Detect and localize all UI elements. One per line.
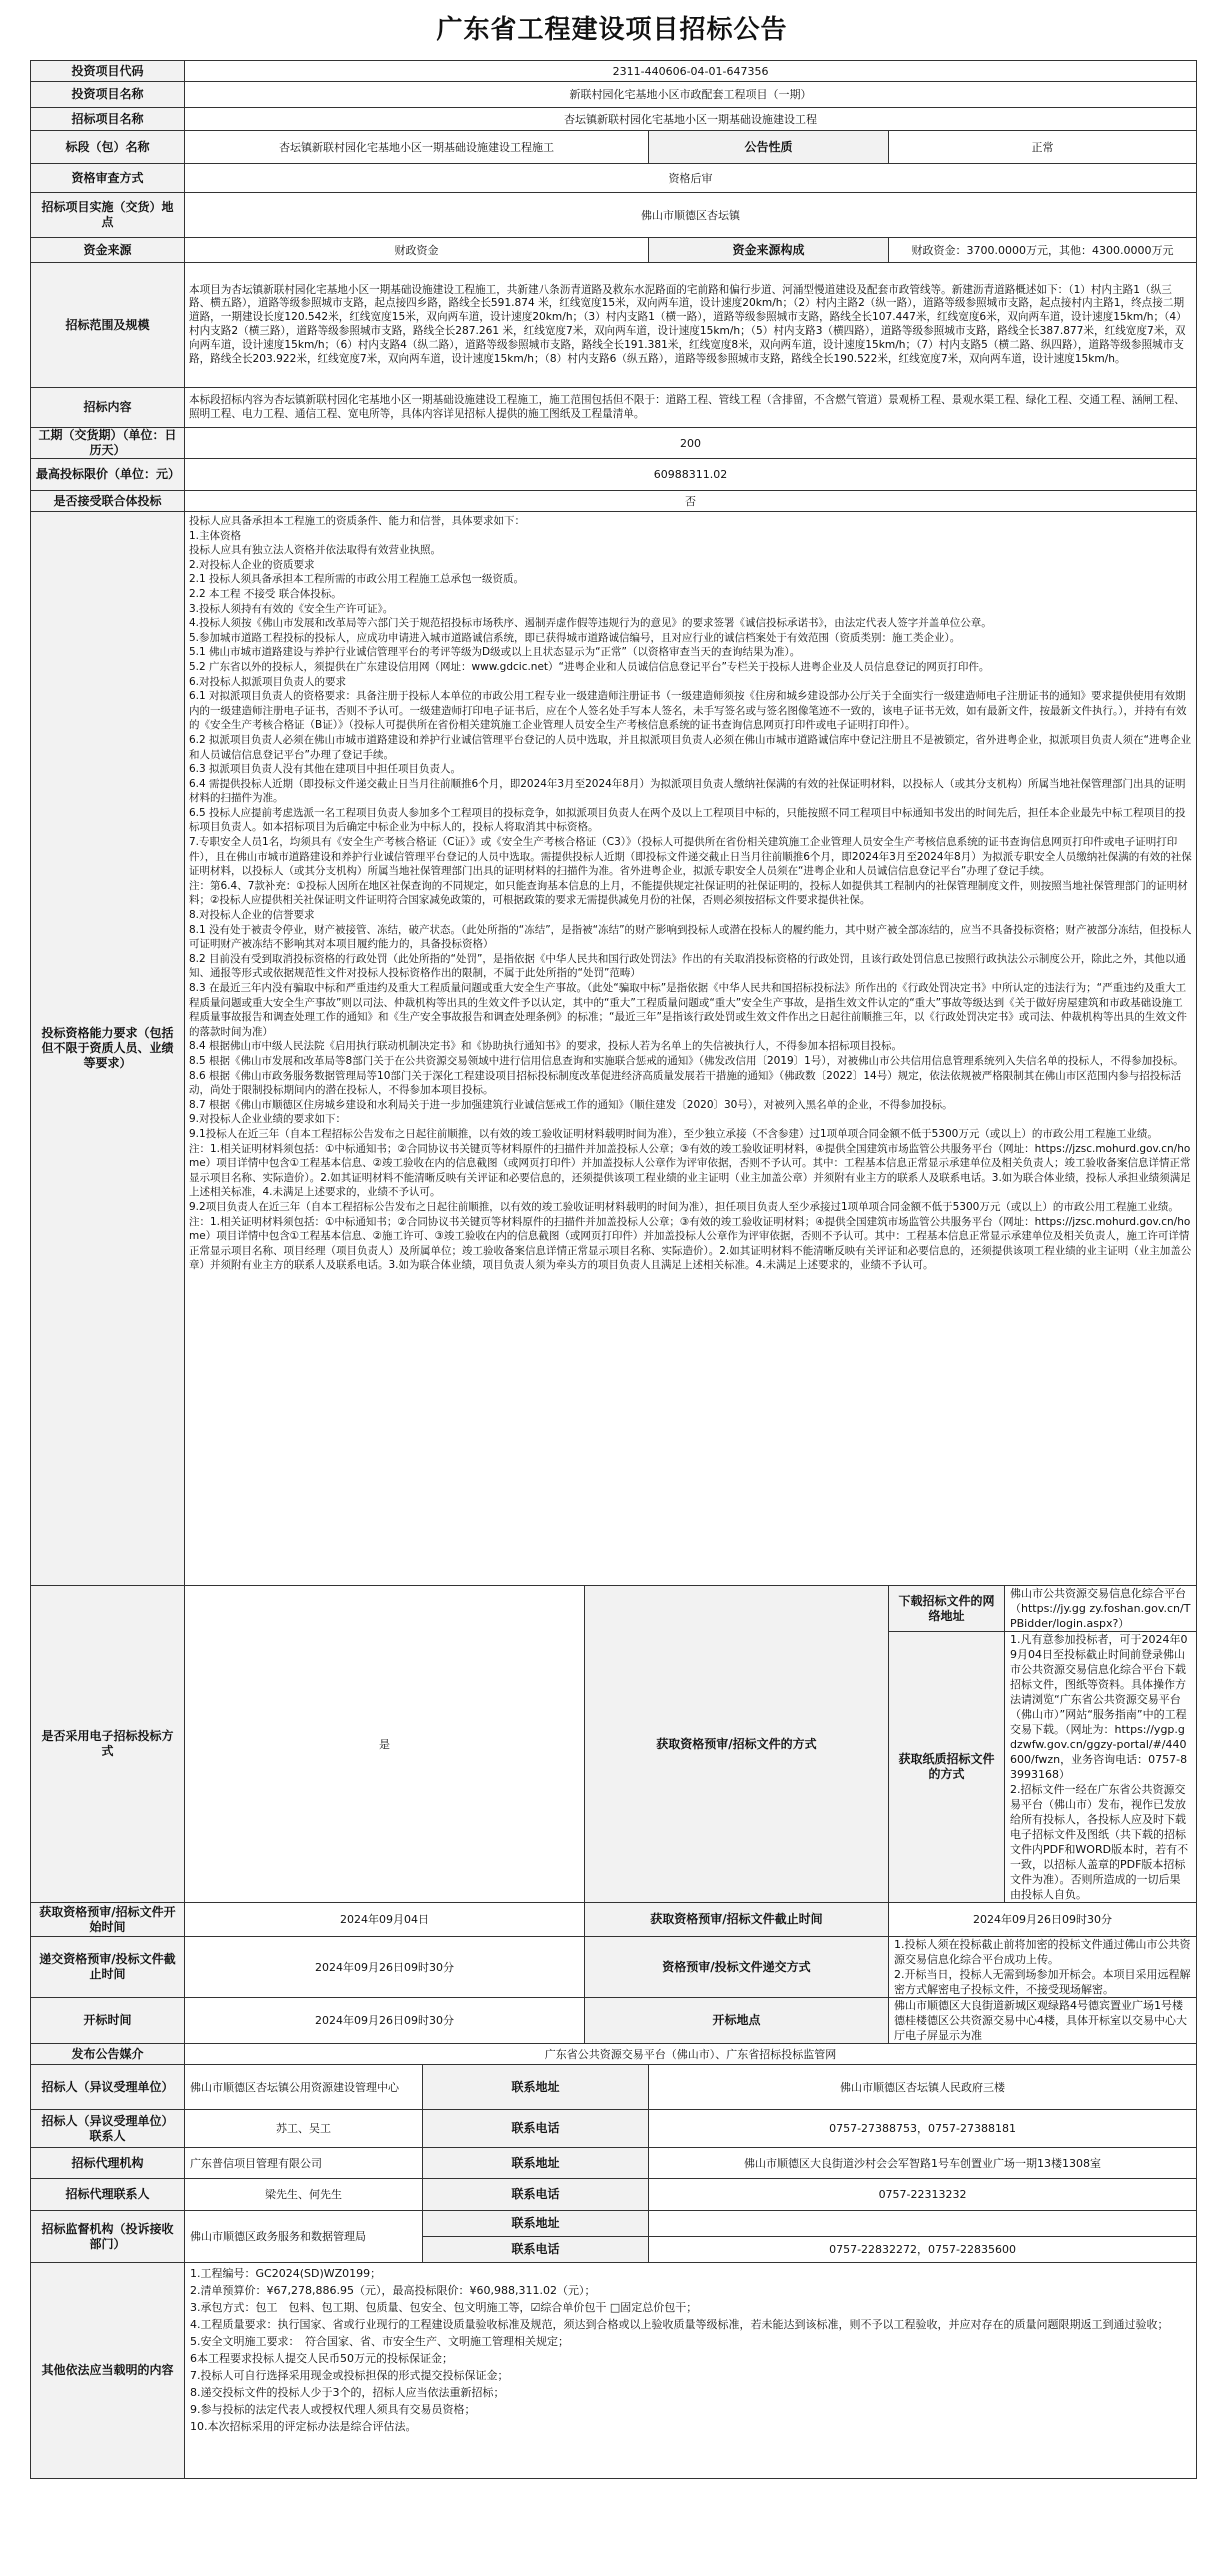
label-doc-download: 下载招标文件的网络地址 (889, 1586, 1005, 1632)
qualification-line: 8.7 根据《佛山市顺德区住房城乡建设和水利局关于进一步加强建筑行业诚信惩戒工作的通知》（顺住建发〔2020〕30号），对被列入黑名单的企业，不得参加投标。 (189, 1098, 953, 1111)
label-doc-other: 获取纸质招标文件的方式 (889, 1632, 1005, 1903)
row-electronic-download (31, 1586, 1197, 1632)
label-tenderer-address: 联系地址 (423, 2065, 649, 2110)
value-section: 杏坛镇新联村园化宅基地小区一期基础设施建设工程施工 (185, 131, 649, 164)
qualification-line: 投标人应具有独立法人资格并依法取得有效营业执照。 (189, 544, 441, 557)
qualification-line: 投标人应具备承担本工程施工的资质条件、能力和信誉，具体要求如下： (189, 515, 525, 527)
value-notice-nature: 正常 (889, 131, 1197, 164)
value-consortium: 否 (185, 491, 1197, 512)
qualification-line: 2.2 本工程 不接受 联合体投标。 (189, 587, 342, 600)
value-bid-project-name: 杏坛镇新联村园化宅基地小区一期基础设施建设工程 (185, 108, 1197, 131)
value-tenderer-contact: 苏工、吴工 (185, 2110, 423, 2148)
row-publish-media (31, 2044, 1197, 2065)
label-doc-start: 获取资格预审/招标文件开始时间 (31, 1903, 185, 1937)
qualification-line: 9.对投标人企业业绩的要求如下： (189, 1113, 347, 1126)
other-line: 10.本次招标采用的评定标办法是综合评估法。 (190, 2420, 417, 2433)
label-supervisor-address: 联系地址 (423, 2211, 649, 2237)
label-submit-method: 资格预审/投标文件递交方式 (585, 1937, 889, 1998)
qualification-line: 9.1投标人在近三年（自本工程招标公告发布之日起往前顺推，以有效的竣工验收证明材料载明时间为准），至少独立承接（不含参建）过1项单项合同金额不低于5300万元（或以上）的市政公用工程施工业绩。 (189, 1127, 1158, 1140)
row-tenderer (31, 2065, 1197, 2110)
label-duration: 工期（交货期）（单位：日历天） (31, 428, 185, 459)
other-list (190, 2265, 1191, 2435)
value-supervisor: 佛山市顺德区政务服务和数据管理局 (185, 2211, 423, 2263)
qualification-line: 6.5 投标人应提前考虑选派一名工程项目负责人参加多个工程项目的投标竞争，如拟派项目负责人在两个及以上工程项目中标的，只能按照不同工程项目中标通知书发出的时间先后，担任本企业最先中标工程项目的投标项目负责人。如本招标项目为后确定中标企业为中标人的，投标人将取消其中标资格。 (189, 806, 1186, 834)
row-open (31, 1998, 1197, 2044)
label-other: 其他依法应当载明的内容 (31, 2263, 185, 2479)
label-location: 招标项目实施（交货）地点 (31, 193, 185, 238)
qualification-line: 8.2 目前没有受到取消投标资格的行政处罚（此处所指的“处罚”，是指依据《中华人民共和国行政处罚法》作出的有关取消投标资格的行政处罚，且该行政处罚信息已按照行政执法公示制度公开，除此之外，其他以通知、通报等形式或依据规范性文件对投标人投标资格作出的限制，不属于此处所指的“处罚”范畴） (189, 952, 1186, 980)
other-line: 4.工程质量要求：执行国家、省或行业现行的工程建设质量验收标准及规范，须达到合格或以上验收质量等级标准，若未能达到该标准，则不予以工程验收，并应对存在的质量问题限期返工到通过验收； (190, 2318, 1169, 2331)
qualification-line: 1.主体资格 (189, 529, 242, 542)
label-qualification: 投标资格能力要求（包括但不限于资质人员、业绩等要求） (31, 512, 185, 1586)
value-agency-contact: 梁先生、何先生 (185, 2179, 423, 2211)
label-content: 招标内容 (31, 388, 185, 428)
value-location: 佛山市顺德区杏坛镇 (185, 193, 1197, 238)
value-fund-source: 财政资金 (185, 238, 649, 263)
qualification-line: 8.对投标人企业的信誉要求 (189, 909, 315, 922)
value-submit-deadline: 2024年09月26日09时30分 (185, 1937, 585, 1998)
label-project-name: 投资项目名称 (31, 82, 185, 108)
qualification-line: 注：1.相关证明材料须包括：①中标通知书；②合同协议书关键页等材料原件的扫描件并加盖投标人公章；③有效的竣工验收证明材料，④提供全国建筑市场监管公共服务平台（网址：https://jzsc.mohurd.gov.cn/home）项目详情中包含①工程基本信息、②竣工验收在内的信息截图（或网页打印件）并加盖投标人公章作为评审依据，否则不予认可。其中：工程基本信息正常显示承建单位及相关负责人；竣工验收备案信息详情正常显示项目名称、实际造价）。2.如其证明材料不能清晰反映有关评证和必要信息的，还须提供该项工程业绩的业主证明（业主加盖公章）并须附有业主方的联系人及联系电话。3.如为联合体业绩，投标人承担业绩须满足上述相关标准，4.未满足上述要求的，业绩不予认可。 (189, 1142, 1191, 1199)
label-agency-address: 联系地址 (423, 2148, 649, 2179)
value-project-code: 2311-440606-04-01-647356 (185, 61, 1197, 82)
qualification-line: 注：第6.4、7款补充：①投标人因所在地区社保查询的不同规定，如只能查询基本信息的上月，不能提供规定社保证明的社保证明的，投标人如提供其工程制内的社保管理制度文件，则按照当地社保管理部门的证明材料；②投标人应提供相关社保证明文件证明符合国家减免政策的，可根据政策的要求无需提供减免月份的社保，否则必须按招标文件要求提供社保。 (189, 879, 1188, 907)
label-agency-phone: 联系电话 (423, 2179, 649, 2211)
value-doc-download[interactable]: 佛山市公共资源交易信息化综合平台（https://jy.gg zy.foshan.gov.cn/TPBidder/login.aspx?） (1005, 1586, 1197, 1632)
row-duration (31, 428, 1197, 459)
row-doc-time (31, 1903, 1197, 1937)
label-project-code: 投资项目代码 (31, 61, 185, 82)
qualification-line: 5.1 佛山市城市道路建设与养护行业诚信管理平台的考评等级为D级或以上且状态显示为“正常”（以资格审查当天的查询结果为准）。 (189, 646, 801, 659)
announcement-table (30, 60, 1197, 2479)
qualification-line: 9.2项目负责人在近三年（自本工程招标公告发布之日起往前顺推，以有效的竣工验收证明材料载明的时间为准），担任项目负责人至少承接过1项单项合同金额不低于5300万元（或以上）的市政公用工程施工业绩。注：1.相关证明材料须包括：①中标通知书；②合同协议书关键页等材料原件的扫描件并加盖投标人公章；③有效的竣工验收证明材料；④提供全国建筑市场监管公共服务平台（网址：https://jzsc.mohurd.gov.cn/home）项目详情中包含①工程基本信息、②施工许可、③竣工验收在内的信息截图（或网页打印件）并加盖投标人公章作为评审依据，否则不予认可。其中：工程基本信息正常显示承建单位及相关负责人，施工许可详情正常显示项目名称、项目经理（项目负责人）及所属单位；竣工验收备案信息详情正常显示项目名称、实际造价）。2.如其证明材料不能清晰反映有关评证和必要信息的，还须提供该项工程业绩的业主证明（业主加盖公章）并须附有业主方的联系人及联系电话。3.如为联合体业绩，项目负责人须为牵头方的项目负责人且满足上述相关标准。4.未满足上述要求的，业绩不予认可。 (189, 1200, 1192, 1272)
qualification-line: 8.6 根据《佛山市政务服务数据管理局等10部门关于深化工程建设项目招标投标制度改革促进经济高质量发展若干措施的通知》（佛政数〔2022〕14号）规定，依法依规被严格限制其在佛山市区范围内参与招投标活动，尚处于限制投标期间内的潜在投标人，不得参加本项目投标。 (189, 1069, 1182, 1097)
label-max-price: 最高投标限价（单位：元） (31, 459, 185, 491)
value-qualification (185, 512, 1197, 1586)
value-publish-media: 广东省公共资源交易平台（佛山市）、广东省招标投标监管网 (185, 2044, 1197, 2065)
qualification-line: 8.4 根据佛山市中级人民法院《启用执行联动机制决定书》和《协助执行通知书》的要求，投标人若为名单上的失信被执行人，不得参加本招标项目投标。 (189, 1040, 903, 1053)
value-project-name: 新联村园化宅基地小区市政配套工程项目（一期） (185, 82, 1197, 108)
qualification-line: 5.2 广东省以外的投标人，须提供在广东建设信用网（网址：www.gdcic.net）“进粤企业和人员诚信信息登记平台”专栏关于投标人进粤企业及人员信息登记的网页打印件。 (189, 660, 990, 673)
value-agency-phone: 0757-22313232 (649, 2179, 1197, 2211)
qualification-line: 6.对投标人拟派项目负责人的要求 (189, 675, 347, 688)
value-open-place: 佛山市顺德区大良街道新城区观绿路4号德宾置业广场1号楼德桂楼德区公共资源交易中心4楼，具体开标室以交易中心大厅电子屏显示为准 (889, 1998, 1197, 2044)
row-submit (31, 1937, 1197, 1998)
value-content: 本标段招标内容为杏坛镇新联村园化宅基地小区一期基础设施建设工程施工，施工范围包括但不限于：道路工程、管线工程（含排留，不含燃气管道）景观桥工程、景观水渠工程、绿化工程、交通工程、涵闸工程、照明工程、电力工程、通信工程、宽电所等，具体内容详见招标人提供的施工图纸及工程量清单。 (185, 388, 1197, 428)
value-submit-method (889, 1937, 1197, 1998)
doc-other-text (1010, 1632, 1191, 1902)
qualification-line: 2.对投标人企业的资质要求 (189, 558, 315, 571)
row-location (31, 193, 1197, 238)
label-fund-source: 资金来源 (31, 238, 185, 263)
row-consortium (31, 491, 1197, 512)
value-tenderer: 佛山市顺德区杏坛镇公用资源建设管理中心 (185, 2065, 423, 2110)
row-agency (31, 2148, 1197, 2179)
other-line: 5.安全文明施工要求： 符合国家、省、市安全生产、文明施工管理相关规定； (190, 2335, 569, 2348)
label-supervisor-phone: 联系电话 (423, 2237, 649, 2263)
row-max-price (31, 459, 1197, 491)
qualification-line: 6.2 拟派项目负责人必须在佛山市城市道路建设和养护行业诚信管理平台登记的人员中选取，并且拟派项目负责人必须在佛山市城市道路诚信库中登记注册且不是被锁定，省外进粤企业，拟派项目负责人须在“进粤企业和人员诚信信息登记平台”办理了登记手续。 (189, 733, 1191, 761)
label-consortium: 是否接受联合体投标 (31, 491, 185, 512)
qualification-list (189, 514, 1192, 1273)
value-max-price: 60988311.02 (185, 459, 1197, 491)
qualification-line: 5.参加城市道路工程投标的投标人，应成功申请进入城市道路诚信系统，即已获得城市道路诚信编号，且对应行业的诚信档案处于有效范围（资质类别：施工类企业）。 (189, 631, 961, 644)
doc-other-line: 2.招标文件一经在广东省公共资源交易平台（佛山市）发布，视作已发放给所有投标人，各投标人应及时下载电子招标文件及图纸（共下载的招标文件内PDF和WORD版本时，若有不一致，以招标人盖章的PDF版本招标文件为准）。否则所造成的一切后果由投标人自负。 (1010, 1783, 1189, 1901)
doc-other-line: 1.凡有意参加投标者，可于2024年09月04日至投标截止时间前登录佛山市公共资源交易信息化综合平台下载招标文件，图纸等资料。具体操作方法请浏览“广东省公共资源交易平台（佛山市）”网站“服务指南”中的工程交易下载。（网址为：https://ygp.gdzwfw.gov.cn/ggzy-portal/#/440600/fwzn，业务咨询电话：0757-83993168） (1010, 1633, 1188, 1781)
label-qualification-method: 资格审查方式 (31, 164, 185, 193)
qualification-line: 8.5 根据《佛山市发展和改革局等8部门关于在公共资源交易领域中进行信用信息查询和实施联合惩戒的通知》（佛发改信用〔2019〕1号），对被佛山市公共信用信息管理系统列入失信名单的投标人，不得参加投标。 (189, 1054, 1184, 1067)
label-section: 标段（包）名称 (31, 131, 185, 164)
value-doc-other (1005, 1632, 1197, 1903)
value-scope: 本项目为杏坛镇新联村园化宅基地小区一期基础设施建设工程施工，共新建八条沥青道路及救东水泥路面的宅前路和偏行步道、河涌型慢道建设及配套市政管线等。新建沥青道路概述如下：（1）村内主路1（纵三路、横五路），道路等级参照城市支路，起点接四乡路，路线全长591.874 米，红线宽度15米，双向两车道，设计速度20km/h；（2）村内主路2（纵一路），道路等级参照城市支路，起点接村内主路1，终点接二期道路，一期建设长度120.542米，红线宽度15米，双向两车道，设计速度20km/h；（3）村内支路1（横一路），道路等级参照城市支路，路线全长107.447米，红线宽度6米，双向两车道，设计速度15km/h；（4）村内支路2（横三路），道路等级参照城市支路，路线全长287.261 米，红线宽度7米，双向两车道，设计速度15km/h；（5）村内支路3（横四路），道路等级参照城市支路，路线全长387.877米，红线宽度7米，双向两车道，设计速度15km/h；（6）村内支路4（纵二路），道路等级参照城市支路，路线全长191.381米，红线宽度8米，双向两车道，设计速度15km/h；（7）村内支路5（横二路、纵四路），道路等级参照城市支路，路线全长203.922米，红线宽度7米，双向两车道，设计速度15km/h；（8）村内支路6（纵五路），道路等级参照城市支路，路线全长190.522米，红线宽度7米，双向两车道，设计速度15km/h。 (185, 263, 1197, 388)
row-project-name (31, 82, 1197, 108)
other-line: 2.清单预算价：¥67,278,886.95（元），最高投标限价：¥60,988,311.02（元）； (190, 2284, 596, 2297)
label-open-time: 开标时间 (31, 1998, 185, 2044)
value-agency-address: 佛山市顺德区大良街道沙村会会军智路1号车创置业广场一期13楼1308室 (649, 2148, 1197, 2179)
label-agency-contact: 招标代理联系人 (31, 2179, 185, 2211)
value-duration: 200 (185, 428, 1197, 459)
row-qualification (31, 512, 1197, 1586)
value-agency: 广东普信项目管理有限公司 (185, 2148, 423, 2179)
label-doc-method: 获取资格预审/招标文件的方式 (585, 1586, 889, 1903)
row-fund-source (31, 238, 1197, 263)
qualification-line: 4.投标人须按《佛山市发展和改革局等六部门关于规范招投标市场秩序、遏制弄虚作假等违规行为的意见》的要求签署《诚信投标承诺书》，由法定代表人签字并盖单位公章。 (189, 617, 992, 630)
label-tenderer: 招标人（异议受理单位） (31, 2065, 185, 2110)
qualification-line: 6.3 拟派项目负责人没有其他在建项目中担任项目负责人。 (189, 763, 462, 776)
value-supervisor-phone: 0757-22832272，0757-22835600 (649, 2237, 1197, 2263)
label-submit-deadline: 递交资格预审/投标文件截止时间 (31, 1937, 185, 1998)
value-tenderer-phone: 0757-27388753，0757-27388181 (649, 2110, 1197, 2148)
row-supervisor-address (31, 2211, 1197, 2237)
label-publish-media: 发布公告媒介 (31, 2044, 185, 2065)
value-doc-end: 2024年09月26日09时30分 (889, 1903, 1197, 1937)
qualification-line: 6.1 对拟派项目负责人的资格要求：具备注册于投标人本单位的市政公用工程专业一级建造师注册证书（一级建造师须按《住房和城乡建设部办公厅关于全面实行一级建造师电子注册证书的通知》要求提供使用有效期内的一级建造师注册电子证书，否则不予认可。一级建造师打印电子证书后，应在个人签名处手写本人签名，未手写签名或与签名图像笔迹不一致的，该电子证书无效，如有最新文件，按最新文件执行。），并持有有效的《安全生产考核合格证（B证）》（投标人可提供所在省份相关建筑施工企业管理人员安全生产考核信息系统的证书查询信息网页打印件或电子证明打印件）。 (189, 690, 1187, 732)
label-bid-project-name: 招标项目名称 (31, 108, 185, 131)
qualification-line: 3.投标人须持有有效的《安全生产许可证》。 (189, 602, 394, 615)
label-tenderer-phone: 联系电话 (423, 2110, 649, 2148)
qualification-line: 7.专职安全人员1名，均须具有《安全生产考核合格证（C证）》或《安全生产考核合格证（C3）》（投标人可提供所在省份相关建筑施工企业管理人员安全生产考核信息系统的证书查询信息网页打印件或电子证明打印件），且在佛山市城市道路建设和养护行业诚信管理平台登记的人员中选取。需提供投标人近期（即投标文件递交截止日当月往前顺推6个月，即2024年3月至2024年8月）为拟派专职安全人员缴纳社保满的有效的社保证明材料，以投标人（或其分支机构）所属当地社保管理部门出具的证明材料的扫描件为准。省外进粤企业，拟派专职安全人员须在“进粤企业和人员诚信信息登记平台”办理了登记手续。 (189, 836, 1192, 878)
label-agency: 招标代理机构 (31, 2148, 185, 2179)
value-supervisor-address (649, 2211, 1197, 2237)
row-tenderer-contact (31, 2110, 1197, 2148)
qualification-line: 2.1 投标人须具备承担本工程所需的市政公用工程施工总承包一级资质。 (189, 573, 525, 586)
submit-method-line: 2.开标当日，投标人无需到场参加开标会。本项目采用远程解密方式解密电子投标文件，不接受现场解密。 (894, 1968, 1191, 1996)
label-supervisor: 招标监督机构（投诉接收部门） (31, 2211, 185, 2263)
page-title: 广东省工程建设项目招标公告 (436, 15, 788, 45)
label-open-place: 开标地点 (585, 1998, 889, 2044)
value-open-time: 2024年09月26日09时30分 (185, 1998, 585, 2044)
row-content (31, 388, 1197, 428)
row-scope (31, 263, 1197, 388)
submit-method-line: 1.投标人须在投标截止前将加密的投标文件通过佛山市公共资源交易信息化综合平台成功上传。 (894, 1938, 1191, 1966)
row-other (31, 2263, 1197, 2479)
value-qualification-method: 资格后审 (185, 164, 1197, 193)
other-line: 3.承包方式：包工 包料、包工期、包质量、包安全、包文明施工等，☑综合单价包干 □固定总价包干； (190, 2301, 698, 2314)
label-electronic: 是否采用电子招标投标方式 (31, 1586, 185, 1903)
row-qualification-method (31, 164, 1197, 193)
row-section (31, 131, 1197, 164)
submit-method-text (894, 1937, 1191, 1997)
label-scope: 招标范围及规模 (31, 263, 185, 388)
label-tenderer-contact: 招标人（异议受理单位）联系人 (31, 2110, 185, 2148)
value-other (185, 2263, 1197, 2479)
other-line: 1.工程编号：GC2024(SD)WZ0199； (190, 2267, 382, 2280)
label-fund-structure: 资金来源构成 (649, 238, 889, 263)
row-project-code (31, 61, 1197, 82)
other-line: 7.投标人可自行选择采用现金或投标担保的形式提交投标保证金； (190, 2369, 509, 2382)
label-doc-end: 获取资格预审/招标文件截止时间 (585, 1903, 889, 1937)
other-line: 9.参与投标的法定代表人或授权代理人须具有交易员资格； (190, 2403, 476, 2416)
other-line: 8.递交投标文件的投标人少于3个的，招标人应当依法重新招标； (190, 2386, 505, 2399)
value-tenderer-address: 佛山市顺德区杏坛镇人民政府三楼 (649, 2065, 1197, 2110)
qualification-line: 6.4 需提供投标人近期（即投标文件递交截止日当月往前顺推6个月，即2024年3月至2024年8月）为拟派项目负责人缴纳社保满的有效的社保证明材料，以投标人（或其分支机构）所属当地社保管理部门出具的证明材料的扫描件为准。 (189, 777, 1186, 805)
label-notice-nature: 公告性质 (649, 131, 889, 164)
value-fund-structure: 财政资金：3700.0000万元，其他：4300.0000万元 (889, 238, 1197, 263)
qualification-line: 8.1 没有处于被责令停业，财产被接管、冻结，破产状态。（此处所指的“冻结”，是指被“冻结”的财产影响到投标人或潜在投标人的履约能力，其中财产被全部冻结的，应当不具备投标资格；财产被部分冻结，但投标人可证明财产被冻结不影响其对本项目履约能力的，具备投标资格） (189, 923, 1192, 951)
value-electronic: 是 (185, 1586, 585, 1903)
value-doc-start: 2024年09月04日 (185, 1903, 585, 1937)
other-line: 6本工程要求投标人提交人民币50万元的投标保证金； (190, 2352, 453, 2365)
row-bid-project-name (31, 108, 1197, 131)
row-agency-contact (31, 2179, 1197, 2211)
qualification-line: 8.3 在最近三年内没有骗取中标和严重违约及重大工程质量问题或重大安全生产事故。（此处“骗取中标”是指依据《中华人民共和国招标投标法》所作出的《行政处罚决定书》中所认定的违法行为；“严重违约及重大工程质量问题或重大安全生产事故”则以司法、仲裁机构等出具的生效文件予以认定，其中的“重大”工程质量问题或“重大”安全生产事故，是指生效文件认定的“重大”事故等级达到《关于做好房屋建筑和市政基础设施工程质量事故报告和调查处理工作的通知》和《生产安全事故报告和调查处理条例》的标准；“最近三年”是指该行政处罚或生效文件作出之日起往前顺推三年，以《行政处罚决定书》或司法、仲裁机构等出具的生效文件的落款时间为准） (189, 982, 1187, 1038)
